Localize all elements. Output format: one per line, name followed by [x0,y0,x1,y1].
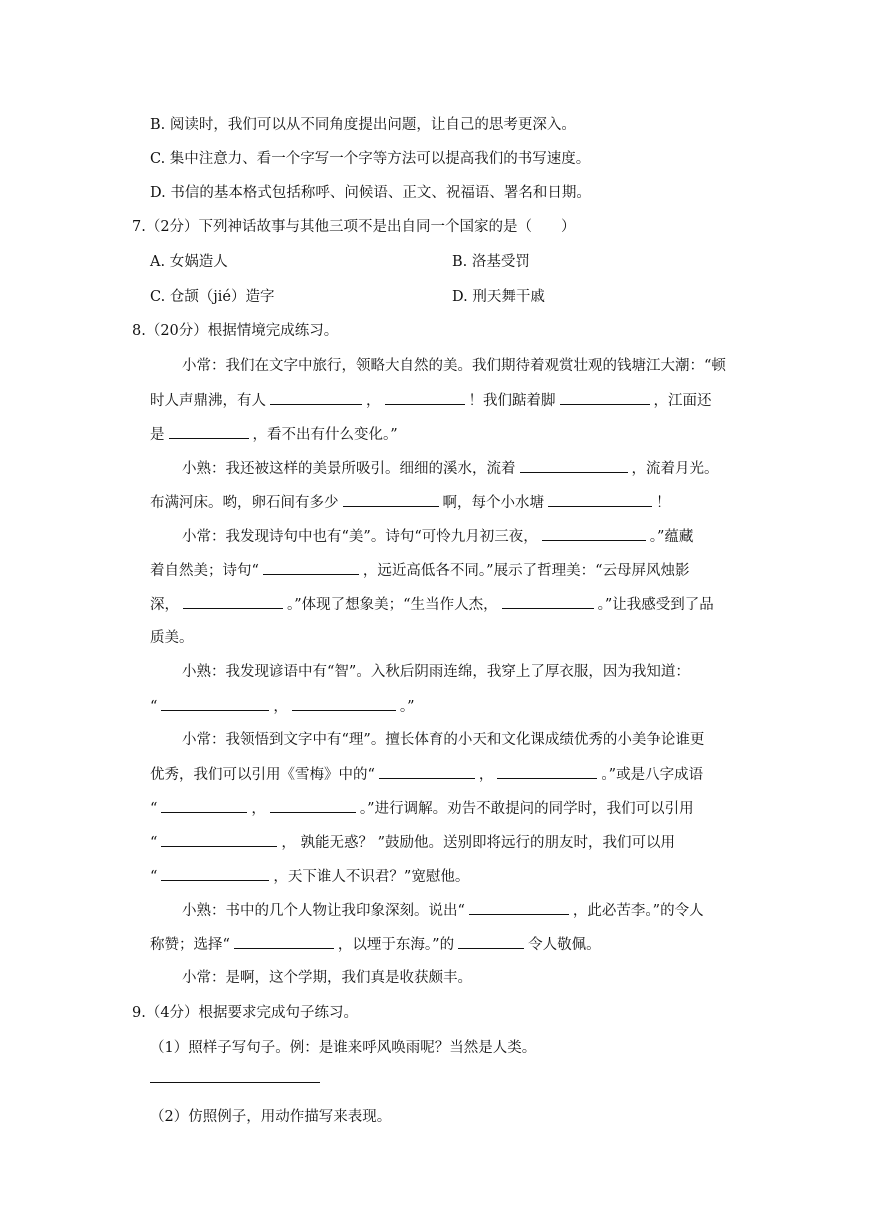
q8-p5-text: “ [150,869,158,885]
answer-blank[interactable] [497,762,597,779]
q9-sub2: （2）仿照例子，用动作描写来表现。 [150,1109,392,1125]
answer-blank[interactable] [548,490,652,507]
q8-stem: 8.（20分）根据情境完成练习。 [132,323,339,339]
q7-stem: 7.（2分）下列神话故事与其他三项不是出自同一个国家的是（ ） [132,219,576,235]
answer-blank[interactable] [270,796,356,813]
q8-p5-text: 。”进行调解。劝告不敢提问的同学时，我们可以引用 [359,801,694,817]
q9-stem: 9.（4分）根据要求完成句子练习。 [132,1005,359,1021]
answer-blank[interactable] [183,592,283,609]
answer-blank[interactable] [292,694,396,711]
q8-p3-text: 。”让我感受到了品 [597,597,714,613]
q8-p1-text: ！我们踮着脚 [468,393,556,409]
q8-p3-line1 [182,524,693,546]
q7-option-a: A. 女娲造人 [150,254,228,270]
q6-option-b: B. 阅读时，我们可以从不同角度提出问题，让自己的思考更深入。 [150,117,576,133]
q8-p5-text: ， [478,767,494,783]
q8-p2-text: 小熟：我还被这样的美景所吸引。细细的溪水，流着 [182,461,516,477]
q8-p5-text: ， [251,801,266,817]
q8-p1-line2 [150,388,712,410]
answer-blank[interactable] [520,456,628,473]
q6-option-d: D. 书信的基本格式包括称呼、问候语、正文、祝福语、署名和日期。 [150,185,591,201]
q8-p5-line1: 小常：我领悟到文字中有“理”。擅长体育的小天和文化课成绩优秀的小美争论谁更 [182,732,705,748]
answer-blank[interactable] [560,388,650,405]
q8-p1-line1: 小常：我们在文字中旅行，领略大自然的美。我们期待着观赏壮观的钱塘江大潮：“顿 [182,358,726,374]
answer-blank[interactable] [161,694,269,711]
q6-option-c: C. 集中注意力、看一个字写一个字等方法可以提高我们的书写速度。 [150,151,591,167]
q8-p6-line1 [182,898,704,920]
answer-blank[interactable] [169,422,249,439]
q7-option-c: C. 仓颉（jié）造字 [150,289,275,305]
q8-p5-text: “ [150,801,158,817]
q8-p5-text: ，天下谁人不识君？”宽慰他。 [273,869,470,885]
q8-p5-line3 [150,796,694,818]
q8-p6-text: ，以堙于东海。”的 [337,937,455,953]
q8-p6-line2 [150,932,601,954]
q8-p4-text: 。” [399,699,415,715]
q8-p5-text: 。”或是八字成语 [601,767,704,783]
q8-p5-text: ， 孰能无惑？ ”鼓励他。送别即将远行的朋友时，我们可以用 [281,835,676,851]
q8-p5-line4 [150,830,675,852]
q8-p7-line: 小常：是啊，这个学期，我们真是收获颇丰。 [182,970,472,986]
q8-p3-text: 着自然美；诗句“ [150,563,259,579]
q8-p4-line2 [150,694,415,716]
answer-blank[interactable] [161,864,269,881]
answer-blank[interactable] [542,524,646,541]
q8-p1-text: ，江面还 [653,393,712,409]
q8-p2-text: ，流着月光。 [631,461,719,477]
answer-line[interactable] [150,1082,320,1083]
q8-p3-line2 [150,558,690,580]
q8-p2-line1 [182,456,719,478]
q9-sub1: （1）照样子写句子。例：是谁来呼风唤雨呢？当然是人类。 [150,1040,537,1056]
q8-p3-text: 。”蕴藏 [649,529,694,545]
answer-blank[interactable] [161,796,247,813]
q8-p6-text: 令人敬佩。 [528,937,601,953]
q8-p6-text: 称赞；选择“ [150,937,230,953]
q8-p1-text: 时人声鼎沸，有人 [150,393,266,409]
q8-p5-line2 [150,762,703,784]
answer-blank[interactable] [385,388,465,405]
q8-p2-text: 啊，每个小水塘 [442,495,544,511]
q8-p3-text: 小常：我发现诗句中也有“美”。诗句“可怜九月初三夜， [182,529,538,545]
q8-p4-line1: 小熟：我发现谚语中有“智”。入秋后阴雨连绵，我穿上了厚衣服，因为我知道： [182,664,690,680]
answer-blank[interactable] [270,388,362,405]
answer-blank[interactable] [502,592,594,609]
answer-blank[interactable] [458,932,524,949]
q8-p1-text: ，看不出有什么变化。” [252,427,398,443]
answer-blank[interactable] [343,490,439,507]
answer-blank[interactable] [234,932,334,949]
q8-p4-text: ， [273,699,288,715]
q8-p5-line5 [150,864,469,886]
answer-blank[interactable] [263,558,359,575]
q8-p3-text: ，远近高低各不同。”展示了哲理美：“云母屏风烛影 [362,563,690,579]
q8-p5-text: 优秀，我们可以引用《雪梅》中的“ [150,767,375,783]
answer-blank[interactable] [161,830,277,847]
q8-p2-text: 布满河床。哟，卵石间有多少 [150,495,339,511]
q7-option-d: D. 刑天舞干戚 [452,289,545,305]
q8-p1-text: 是 [150,427,165,443]
q8-p6-text: ，此必苦李。”的令人 [572,903,704,919]
q8-p5-text: “ [150,835,158,851]
answer-blank[interactable] [469,898,569,915]
answer-blank[interactable] [379,762,475,779]
q8-p2-line2 [150,490,671,512]
q8-p6-text: 小熟：书中的几个人物让我印象深刻。说出“ [182,903,465,919]
q8-p3-text: 深， [150,597,179,613]
q7-option-b: B. 洛基受罚 [452,254,530,270]
q8-p4-text: “ [150,699,158,715]
q8-p3-line4: 质美。 [150,630,194,646]
q8-p2-text: ！ [656,495,671,511]
q8-p1-text: ， [366,393,381,409]
q8-p3-line3 [150,592,714,614]
q8-p1-line3 [150,422,398,444]
q8-p3-text: 。”体现了想象美；“生当作人杰， [287,597,498,613]
